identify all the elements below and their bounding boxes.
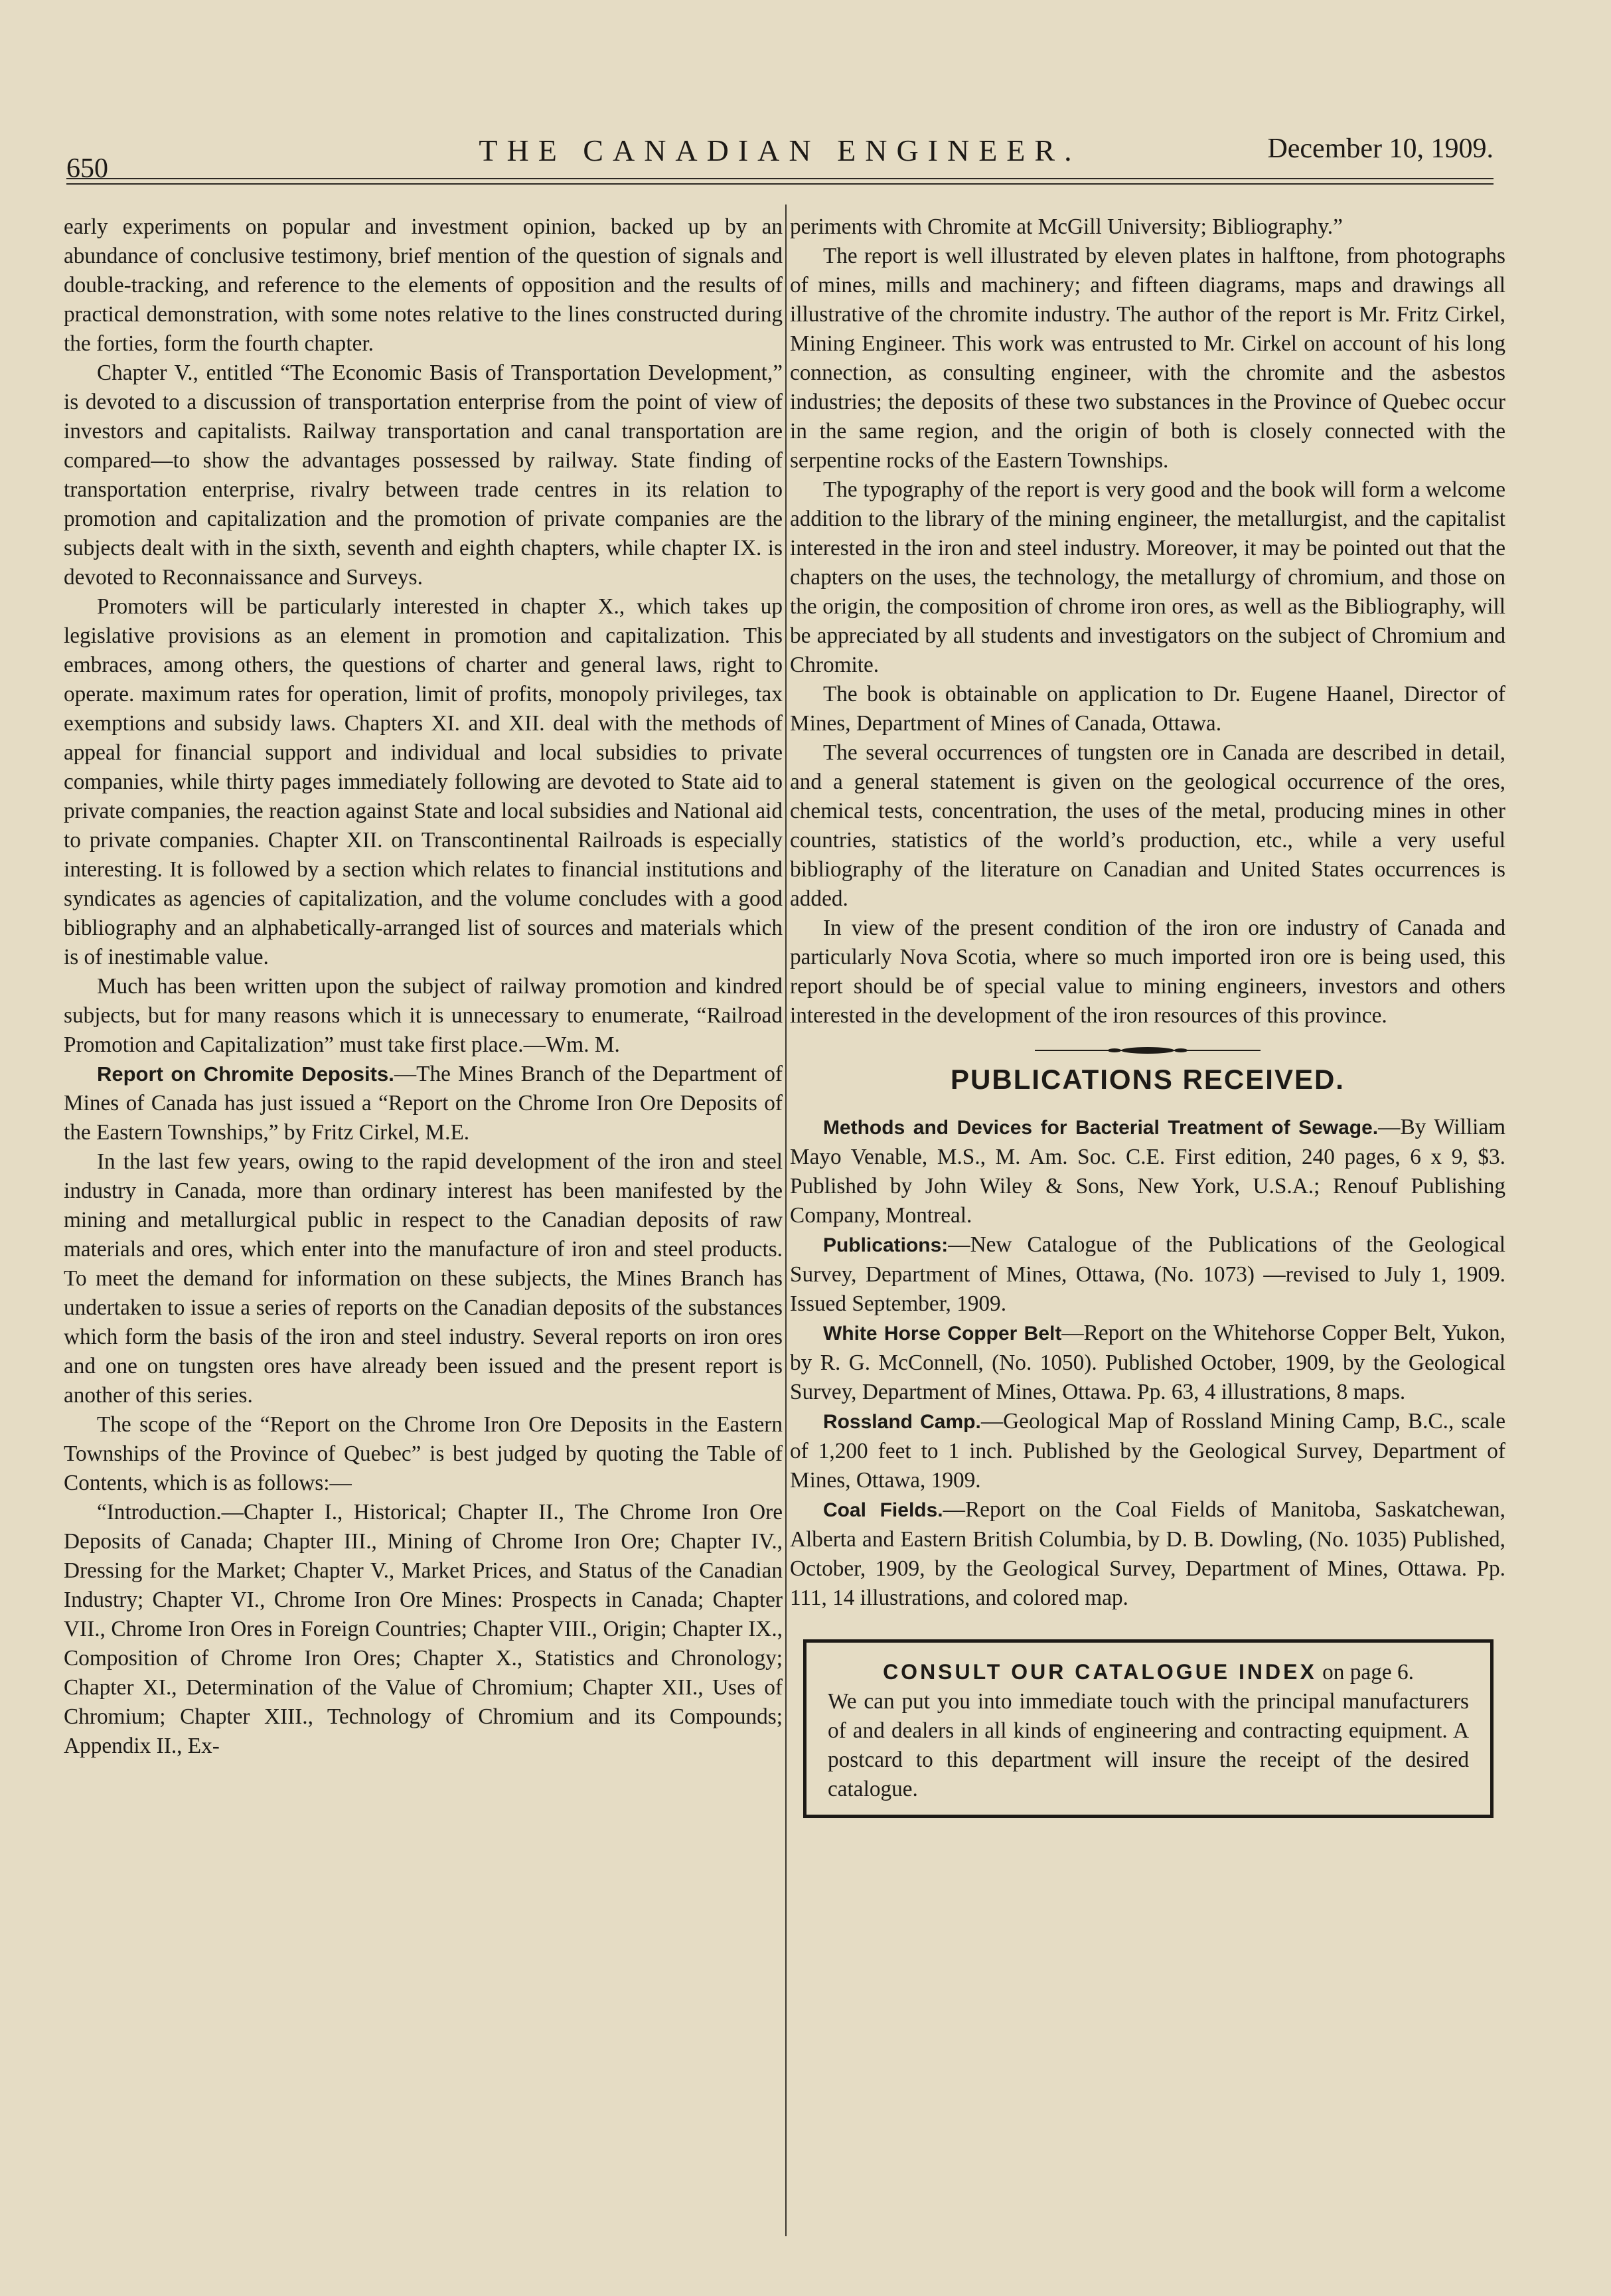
publication-entry xyxy=(790,1113,1505,1230)
publication-title: Rossland Camp. xyxy=(822,1411,981,1433)
publication-text: —Report on the Whitehorse Copper Belt, Yukon, by R. G. McConnell, (No. 1050). Published October, 1909, by the Geological Survey, Department of Mines, Ottawa. Pp. 63, 4 illustrations, 8 maps. xyxy=(790,1321,1505,1404)
left-column xyxy=(64,212,783,1761)
publication-entry xyxy=(790,1495,1505,1613)
publication-title: Publications: xyxy=(822,1234,949,1256)
paragraph: The scope of the “Report on the Chrome Iron Ore Deposits in the Eastern Townships of the Province of Quebec” is best judged by quoting the Table of Contents, which is as follows:— xyxy=(64,1412,783,1495)
publication-title: White Horse Copper Belt xyxy=(822,1323,1062,1345)
paragraph: Chapter V., entitled “The Economic Basis of Transportation Development,” is devoted to a discussion of transportation enterprise from the point of view of investors and capitalists. Railway transportation and canal transportation are compared—to show the advantages possessed by railway. State finding of transportation enterprise, rivalry between trade centres in its relation to promotion and capitalization and the promotion of private companies are the subjects dealt with in the sixth, seventh and eighth chapters, while chapter IX. is devoted to Reconnaissance and Surveys. xyxy=(64,361,783,590)
right-column xyxy=(790,212,1505,1818)
publication-entry xyxy=(790,1407,1505,1495)
publication-text: —By William Mayo Venable, M.S., M. Am. Soc. C.E. First edition, 240 pages, 6 x 9, $3. Published by John Wiley & Sons, New York, U.S.A.; Renouf Publishing Company, Montreal. xyxy=(790,1115,1505,1228)
paragraph: The report is well illustrated by eleven plates in halftone, from photographs of mines, mills and machinery; and fifteen diagrams, maps and drawings all illustrative of the chromite industry. The author of the report is Mr. Fritz Cirkel, Mining Engineer. This work was entrusted to Mr. Cirkel on account of his long connection, as consulting engineer, with the chromite and the asbestos industries; the deposits of these two substances in the Province of Quebec occur in the same region, and the origin of both is closely connected with the serpentine rocks of the Eastern Townships. xyxy=(790,244,1505,473)
publication-entry xyxy=(790,1230,1505,1319)
paragraph: periments with Chromite at McGill University; Bibliography.” xyxy=(790,214,1343,239)
journal-title: THE CANADIAN ENGINEER. xyxy=(479,133,1081,167)
publication-text: —New Catalogue of the Publications of the Geological Survey, Department of Mines, Ottawa, (No. 1073) —revised to July 1, 1909. Issued September, 1909. xyxy=(790,1232,1505,1316)
page-number: 650 xyxy=(66,153,108,184)
catalogue-box-text: We can put you into immediate touch with the principal manufacturers of and dealers in all kinds of engineering and contracting equipment. A postcard to this department will insure the receipt of the desired catalogue. xyxy=(828,1689,1469,1801)
header-rule-top xyxy=(66,178,1494,179)
paragraph: “Introduction.—Chapter I., Historical; Chapter II., The Chrome Iron Ore Deposits of Canada; Chapter III., Mining of Chrome Iron Ore; Chapter IV., Dressing for the Market; Chapter V., Market Prices, and Status of the Canadian Industry; Chapter VI., Chrome Iron Ore Mines: Prospects in Canada; Chapter VII., Chrome Iron Ores in Foreign Countries; Chapter VIII., Origin; Chapter IX., Composition of Chrome Iron Ores; Chapter X., Statistics and Chronology; Chapter XI., Determination of the Value of Chromium; Chapter XII., Uses of Chromium; Chapter XIII., Technology of Chromium and its Compounds; Appendix II., Ex- xyxy=(64,1500,783,1758)
paragraph: The book is obtainable on application to Dr. Eugene Haanel, Director of Mines, Department of Mines of Canada, Ottawa. xyxy=(790,682,1505,736)
paragraph: In view of the present condition of the iron ore industry of Canada and particularly Nova Scotia, where so much imported iron ore is being used, this report should be of special value to mining engineers, investors and others interested in the development of the iron resources of this province. xyxy=(790,916,1505,1028)
catalogue-box-heading-tail: on page 6. xyxy=(1316,1660,1414,1684)
section-ornament xyxy=(1035,1045,1261,1056)
paragraph: early experiments on popular and investment opinion, backed up by an abundance of conclusive testimony, brief mention of the question of signals and double-tracking, and reference to the elements of opposition and the results of practical demonstration, with some notes relative to the lines constructed during the forties, form the fourth chapter. xyxy=(64,214,783,356)
paragraph xyxy=(64,1060,783,1147)
catalogue-box-heading: CONSULT OUR CATALOGUE INDEX xyxy=(883,1660,1317,1684)
paragraph: The several occurrences of tungsten ore in Canada are described in detail, and a general statement is given on the geological occurrence of the ores, chemical tests, concentration, the uses of the metal, producing mines in other countries, statistics of the world’s production, etc., while a very useful bibliography of the literature on Canadian and United States occurrences is added. xyxy=(790,740,1505,911)
publication-text: —Geological Map of Rossland Mining Camp, B.C., scale of 1,200 feet to 1 inch. Published by the Geological Survey, Department of Mines, Ottawa, 1909. xyxy=(790,1409,1505,1493)
catalogue-box-title xyxy=(828,1657,1469,1687)
paragraph: Much has been written upon the subject of railway promotion and kindred subjects, but for many reasons which it is unnecessary to enumerate, “Railroad Promotion and Capitalization” must take first place.—Wm. M. xyxy=(64,974,783,1057)
publication-title: Coal Fields. xyxy=(822,1499,943,1521)
header-rule-bottom xyxy=(66,183,1494,185)
publication-text: —Report on the Coal Fields of Manitoba, Saskatchewan, Alberta and Eastern British Columbia, by D. B. Dowling, (No. 1035) Published, October, 1909, by the Geological Survey, Department of Mines, Ottawa. Pp. 111, 14 illustrations, and colored map. xyxy=(790,1497,1505,1610)
publications-heading: PUBLICATIONS RECEIVED. xyxy=(951,1064,1345,1095)
catalogue-index-box xyxy=(803,1639,1494,1818)
section-heading: Report on Chromite Deposits. xyxy=(96,1062,394,1086)
publication-title: Methods and Devices for Bacterial Treatment of Sewage. xyxy=(822,1117,1379,1139)
paragraph-text: —The Mines Branch of the Department of Mines of Canada has just issued a “Report on the Chrome Iron Ore Deposits of the Eastern Townships,” by Fritz Cirkel, M.E. xyxy=(64,1062,783,1145)
column-divider xyxy=(785,205,787,2236)
page-header xyxy=(66,126,1494,184)
publication-entry xyxy=(790,1319,1505,1407)
paragraph: In the last few years, owing to the rapid development of the iron and steel industry in Canada, more than ordinary interest has been manifested by the mining and metallurgical public in respect to the Canadian deposits of raw materials and ores, which enter into the manufacture of iron and steel products. To meet the demand for information on these subjects, the Mines Branch has undertaken to issue a series of reports on the Canadian deposits of the substances which form the basis of the iron and steel industry. Several reports on iron ores and one on tungsten ores have already been issued and the present report is another of this series. xyxy=(64,1149,783,1408)
paragraph: The typography of the report is very good and the book will form a welcome addition to the library of the mining engineer, the metallurgist, and the capitalist interested in the iron and steel industry. Moreover, it may be pointed out that the chapters on the uses, the technology, the metallurgy of chromium, and those on the origin, the composition of chrome iron ores, as well as the Bibliography, will be appreciated by all students and investigators on the subject of Chromium and Chromite. xyxy=(790,477,1505,677)
issue-date: December 10, 1909. xyxy=(1267,133,1494,164)
paragraph: Promoters will be particularly interested in chapter X., which takes up legislative provisions as an element in promotion and capitalization. This embraces, among others, the questions of charter and general laws, right to operate. maximum rates for operation, limit of profits, monopoly privileges, tax exemptions and subsidy laws. Chapters XI. and XII. deal with the methods of appeal for financial support and individual and local subsidies to private companies, while thirty pages immediately following are devoted to State aid to private companies, the reaction against State and local subsidies and National aid to private companies. Chapter XII. on Transcontinental Railroads is especially interesting. It is followed by a section which relates to financial institutions and syndicates as agencies of capitalization, and the volume concludes with a good bibliography and an alphabetically-arranged list of sources and materials which is of inestimable value. xyxy=(64,594,783,969)
